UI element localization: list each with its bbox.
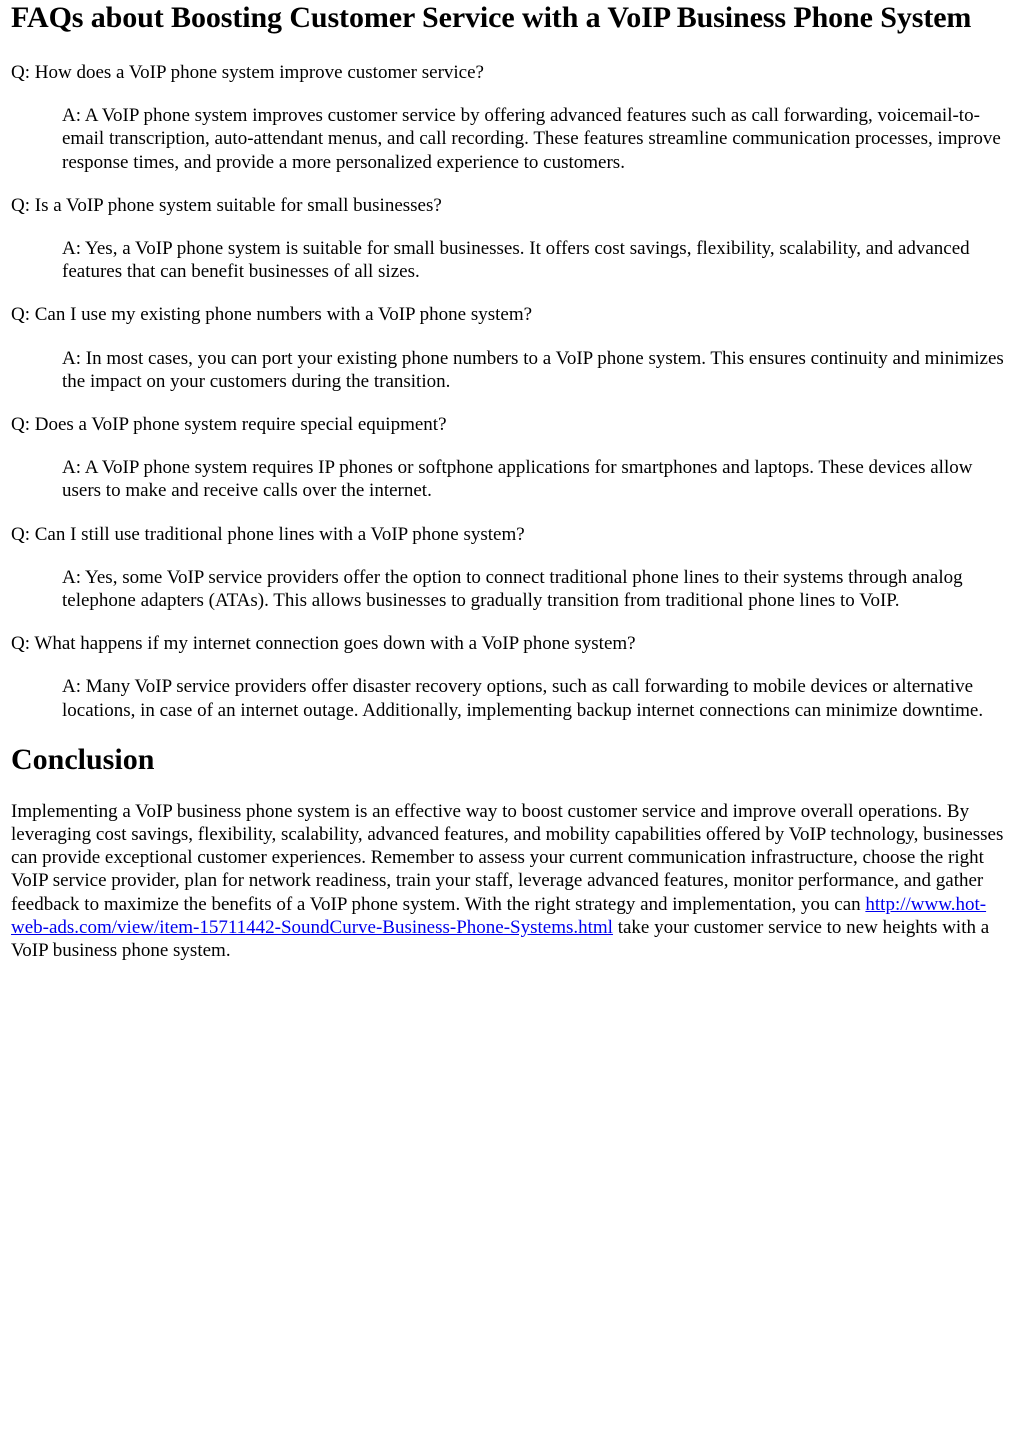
faq-answer: A: A VoIP phone system improves customer service by offering advanced features such as call forwarding, voicemail-to-email transcription, auto-attendant menus, and call recording. These features streamline communication processes, improve response times, and provide a more personalized experience to customers. (62, 105, 1001, 173)
faq-item (11, 413, 1014, 503)
faq-item (11, 632, 1014, 722)
faq-item (11, 194, 1014, 284)
soundcurve-link[interactable]: http://www.hot-web-ads.com/view/item-15711442-SoundCurve-Business-Phone-Systems.html (11, 893, 987, 938)
conclusion-text-after: take your customer service to new heights with a VoIP business phone system. (11, 916, 990, 962)
conclusion-heading: Conclusion (11, 742, 155, 776)
faq-question: Q: Can I use my existing phone numbers with a VoIP phone system? (11, 304, 533, 326)
faq-answer: A: Yes, a VoIP phone system is suitable for small businesses. It offers cost savings, flexibility, scalability, and advanced features that can benefit businesses of all sizes. (62, 238, 970, 283)
conclusion-paragraph (11, 800, 1014, 962)
faq-list (11, 61, 1014, 722)
faq-answer: A: Many VoIP service providers offer disaster recovery options, such as call forwarding to mobile devices or alternative locations, in case of an internet outage. Additionally, implementing backup internet connections can minimize downtime. (62, 676, 984, 721)
faq-question: Q: How does a VoIP phone system improve customer service? (11, 62, 484, 83)
page-title: FAQs about Boosting Customer Service with a VoIP Business Phone System (11, 1, 972, 34)
conclusion-text-before: Implementing a VoIP business phone system is an effective way to boost customer service and improve overall operations. By leveraging cost savings, flexibility, scalability, advanced features, and mobility capabilities offered by VoIP technology, businesses can provide exceptional customer experiences. Remember to assess your current communication infrastructure, choose the right VoIP service provider, plan for network readiness, train your staff, leverage advanced features, monitor performance, and gather feedback to maximize the benefits of a VoIP phone system. With the right strategy and implementation, you can (11, 800, 1004, 915)
faq-item (11, 61, 1014, 174)
faq-question: Q: What happens if my internet connection goes down with a VoIP phone system? (11, 633, 636, 655)
faq-item (11, 523, 1014, 613)
faq-question: Q: Is a VoIP phone system suitable for small businesses? (11, 194, 442, 216)
faq-question: Q: Does a VoIP phone system require special equipment? (11, 414, 447, 436)
faq-answer: A: Yes, some VoIP service providers offer the option to connect traditional phone lines to their systems through analog telephone adapters (ATAs). This allows businesses to gradually transition from traditional phone lines to VoIP. (62, 566, 963, 612)
faq-answer: A: In most cases, you can port your existing phone numbers to a VoIP phone system. This ensures continuity and minimizes the impact on your customers during the transition. (62, 347, 1004, 392)
faq-question: Q: Can I still use traditional phone lines with a VoIP phone system? (11, 523, 525, 545)
faq-answer: A: A VoIP phone system requires IP phones or softphone applications for smartphones and laptops. These devices allow users to make and receive calls over the internet. (62, 457, 973, 502)
faq-item (11, 303, 1014, 393)
